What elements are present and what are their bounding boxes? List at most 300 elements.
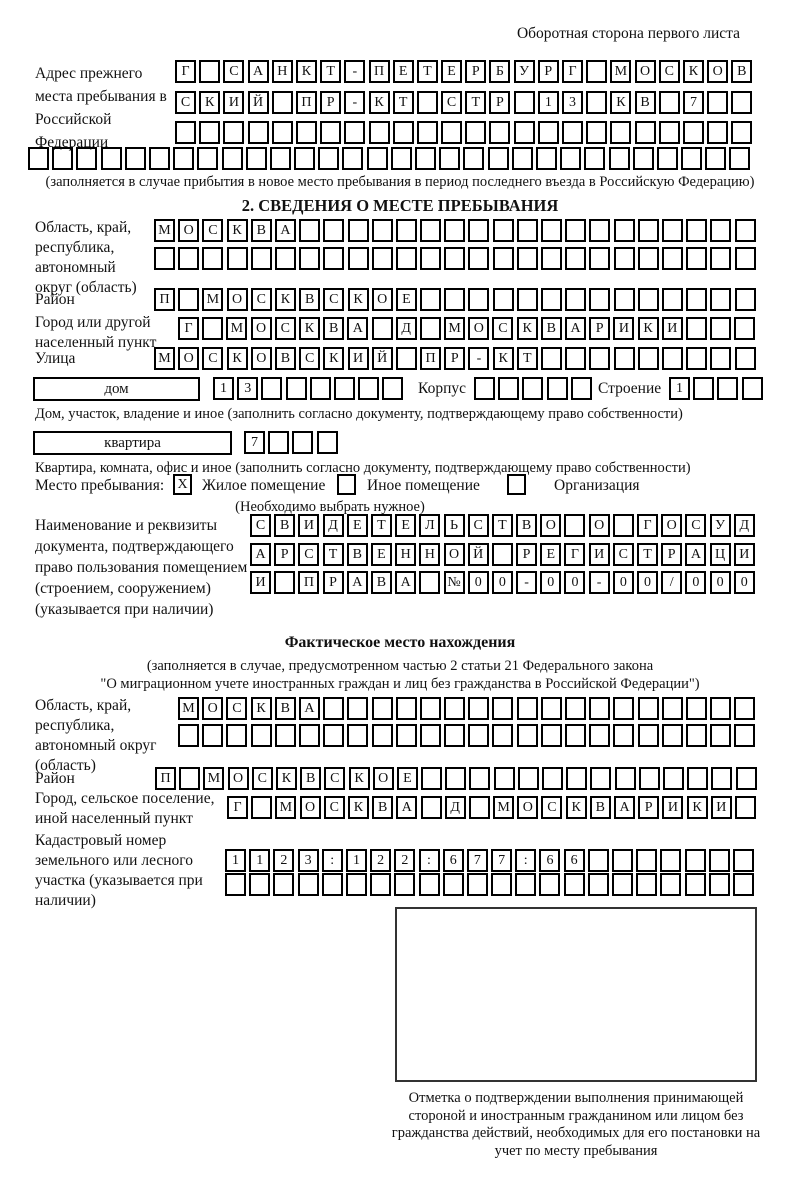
form-cell[interactable] [274,571,295,594]
form-cell[interactable] [734,317,755,340]
form-cell[interactable] [492,543,513,566]
form-cell[interactable] [735,796,756,819]
form-cell[interactable] [498,377,519,400]
form-cell[interactable] [421,767,442,790]
form-cell[interactable] [514,91,535,114]
form-cell[interactable] [320,121,341,144]
form-cell[interactable]: А [565,317,586,340]
form-cell[interactable]: В [275,697,296,720]
form-cell[interactable] [686,317,707,340]
form-cell[interactable]: Г [175,60,196,83]
checkbox-zhiloe[interactable]: X [173,474,192,495]
form-cell[interactable] [310,377,331,400]
form-cell[interactable] [686,697,707,720]
form-cell[interactable]: Т [393,91,414,114]
form-cell[interactable]: 7 [244,431,265,454]
form-cell[interactable] [707,121,728,144]
form-cell[interactable] [342,147,363,170]
form-cell[interactable] [372,697,393,720]
form-cell[interactable] [736,767,757,790]
form-cell[interactable] [417,91,438,114]
form-cell[interactable]: В [323,317,344,340]
form-cell[interactable]: С [202,219,223,242]
form-cell[interactable]: - [516,571,537,594]
form-cell[interactable] [76,147,97,170]
form-cell[interactable]: Р [661,543,682,566]
form-cell[interactable] [420,219,441,242]
form-cell[interactable] [588,849,609,872]
form-cell[interactable]: К [610,91,631,114]
form-cell[interactable] [348,219,369,242]
form-cell[interactable]: С [541,796,562,819]
form-cell[interactable]: № [444,571,465,594]
form-cell[interactable]: К [687,796,708,819]
form-cell[interactable]: С [275,317,296,340]
form-cell[interactable] [562,121,583,144]
form-cell[interactable] [560,147,581,170]
form-cell[interactable] [710,697,731,720]
form-cell[interactable]: - [344,91,365,114]
form-cell[interactable]: 3 [298,849,319,872]
form-cell[interactable] [396,697,417,720]
form-cell[interactable] [420,724,441,747]
form-cell[interactable] [488,147,509,170]
form-cell[interactable] [396,247,417,270]
form-cell[interactable]: Н [272,60,293,83]
form-cell[interactable]: К [323,347,344,370]
form-cell[interactable]: Т [417,60,438,83]
form-cell[interactable] [613,514,634,537]
form-cell[interactable]: Г [564,543,585,566]
form-cell[interactable] [272,91,293,114]
form-cell[interactable]: Е [371,543,392,566]
form-cell[interactable]: 0 [685,571,706,594]
form-cell[interactable]: 7 [491,849,512,872]
form-cell[interactable] [154,247,175,270]
form-cell[interactable] [638,347,659,370]
form-cell[interactable]: П [420,347,441,370]
form-cell[interactable] [178,247,199,270]
form-cell[interactable]: О [178,219,199,242]
form-cell[interactable] [178,288,199,311]
form-cell[interactable] [710,219,731,242]
form-cell[interactable]: : [322,849,343,872]
form-cell[interactable] [635,121,656,144]
form-cell[interactable] [586,91,607,114]
form-cell[interactable] [443,873,464,896]
form-cell[interactable] [584,147,605,170]
form-cell[interactable]: С [468,514,489,537]
form-cell[interactable] [370,873,391,896]
form-cell[interactable] [612,873,633,896]
form-cell[interactable] [735,288,756,311]
form-cell[interactable] [474,377,495,400]
form-cell[interactable] [226,724,247,747]
form-cell[interactable] [248,121,269,144]
form-cell[interactable]: И [589,543,610,566]
form-cell[interactable] [638,697,659,720]
form-cell[interactable] [615,767,636,790]
form-cell[interactable] [541,347,562,370]
form-cell[interactable] [586,121,607,144]
form-cell[interactable] [382,377,403,400]
form-cell[interactable] [369,121,390,144]
form-cell[interactable]: К [296,60,317,83]
form-cell[interactable] [633,147,654,170]
form-cell[interactable]: А [614,796,635,819]
form-cell[interactable] [469,796,490,819]
form-cell[interactable]: В [516,514,537,537]
form-cell[interactable] [202,317,223,340]
form-cell[interactable]: О [517,796,538,819]
form-cell[interactable] [444,247,465,270]
form-cell[interactable]: А [347,317,368,340]
form-cell[interactable] [415,147,436,170]
form-cell[interactable] [272,121,293,144]
form-cell[interactable] [710,288,731,311]
form-cell[interactable]: А [275,219,296,242]
form-cell[interactable] [685,849,706,872]
form-cell[interactable]: Е [540,543,561,566]
form-cell[interactable] [275,247,296,270]
form-cell[interactable]: О [228,767,249,790]
form-cell[interactable]: К [227,219,248,242]
form-cell[interactable] [709,849,730,872]
form-cell[interactable]: 7 [683,91,704,114]
form-cell[interactable] [420,317,441,340]
form-cell[interactable] [542,767,563,790]
form-cell[interactable] [298,873,319,896]
form-cell[interactable]: У [514,60,535,83]
form-cell[interactable]: Р [516,543,537,566]
form-cell[interactable] [396,219,417,242]
form-cell[interactable] [565,347,586,370]
form-cell[interactable]: О [178,347,199,370]
form-cell[interactable] [613,697,634,720]
form-cell[interactable]: 0 [637,571,658,594]
form-cell[interactable] [589,288,610,311]
form-cell[interactable]: Б [489,60,510,83]
form-cell[interactable]: 2 [394,849,415,872]
form-cell[interactable]: О [372,288,393,311]
form-cell[interactable]: В [251,219,272,242]
form-cell[interactable]: П [154,288,175,311]
form-cell[interactable] [394,873,415,896]
form-cell[interactable] [421,796,442,819]
form-cell[interactable] [735,247,756,270]
form-cell[interactable] [686,219,707,242]
form-cell[interactable]: Р [320,91,341,114]
form-cell[interactable] [273,873,294,896]
form-cell[interactable] [346,873,367,896]
form-cell[interactable] [372,219,393,242]
form-cell[interactable]: О [589,514,610,537]
form-cell[interactable] [299,724,320,747]
form-cell[interactable]: 0 [734,571,755,594]
form-cell[interactable] [344,121,365,144]
form-cell[interactable]: И [250,571,271,594]
form-cell[interactable]: О [373,767,394,790]
form-cell[interactable]: Л [419,514,440,537]
form-cell[interactable] [541,288,562,311]
form-cell[interactable]: Т [371,514,392,537]
form-cell[interactable] [729,147,750,170]
form-cell[interactable]: 2 [273,849,294,872]
checkbox-inoe[interactable] [337,474,356,495]
form-cell[interactable] [323,697,344,720]
form-cell[interactable] [735,219,756,242]
form-cell[interactable]: Р [489,91,510,114]
form-cell[interactable]: 1 [346,849,367,872]
form-cell[interactable]: С [299,347,320,370]
form-cell[interactable] [662,219,683,242]
form-cell[interactable] [468,247,489,270]
form-cell[interactable]: С [226,697,247,720]
form-cell[interactable] [347,724,368,747]
form-cell[interactable] [517,219,538,242]
form-cell[interactable]: С [441,91,462,114]
form-cell[interactable] [681,147,702,170]
form-cell[interactable]: Р [323,571,344,594]
form-cell[interactable]: П [296,91,317,114]
form-cell[interactable] [590,767,611,790]
form-cell[interactable] [101,147,122,170]
form-cell[interactable]: В [300,767,321,790]
form-cell[interactable] [323,724,344,747]
form-cell[interactable]: - [468,347,489,370]
form-cell[interactable]: В [299,288,320,311]
form-cell[interactable] [683,121,704,144]
form-cell[interactable] [662,697,683,720]
form-cell[interactable] [489,121,510,144]
form-cell[interactable] [396,724,417,747]
form-cell[interactable] [179,767,200,790]
form-cell[interactable] [566,767,587,790]
form-cell[interactable]: М [202,288,223,311]
form-cell[interactable] [693,377,714,400]
form-cell[interactable] [396,347,417,370]
form-cell[interactable] [491,873,512,896]
form-cell[interactable] [662,724,683,747]
form-cell[interactable]: К [638,317,659,340]
form-cell[interactable] [565,247,586,270]
form-cell[interactable]: С [252,767,273,790]
form-cell[interactable]: Г [562,60,583,83]
form-cell[interactable]: О [300,796,321,819]
form-cell[interactable]: А [299,697,320,720]
form-cell[interactable] [565,288,586,311]
form-cell[interactable] [539,873,560,896]
form-cell[interactable]: О [202,697,223,720]
form-cell[interactable] [261,377,282,400]
form-cell[interactable] [439,147,460,170]
form-cell[interactable] [286,377,307,400]
form-cell[interactable] [517,288,538,311]
form-cell[interactable] [512,147,533,170]
form-cell[interactable]: Е [441,60,462,83]
form-cell[interactable] [614,247,635,270]
form-cell[interactable] [705,147,726,170]
form-cell[interactable]: : [419,849,440,872]
form-cell[interactable] [173,147,194,170]
form-cell[interactable] [251,796,272,819]
form-cell[interactable] [317,431,338,454]
form-cell[interactable]: В [371,571,392,594]
form-cell[interactable]: С [324,767,345,790]
form-cell[interactable]: Р [444,347,465,370]
form-cell[interactable]: К [517,317,538,340]
form-cell[interactable]: А [685,543,706,566]
form-cell[interactable] [614,288,635,311]
form-cell[interactable] [541,247,562,270]
form-cell[interactable] [322,873,343,896]
form-cell[interactable] [199,121,220,144]
form-cell[interactable] [334,377,355,400]
form-cell[interactable] [468,288,489,311]
form-cell[interactable]: И [662,796,683,819]
form-cell[interactable] [199,60,220,83]
form-cell[interactable] [589,724,610,747]
form-cell[interactable]: И [711,796,732,819]
form-cell[interactable] [268,431,289,454]
form-cell[interactable] [420,697,441,720]
form-cell[interactable]: Е [347,514,368,537]
form-cell[interactable] [28,147,49,170]
form-cell[interactable] [463,147,484,170]
form-cell[interactable] [538,121,559,144]
form-cell[interactable] [614,219,635,242]
form-cell[interactable]: Г [637,514,658,537]
form-cell[interactable]: Г [227,796,248,819]
form-cell[interactable]: Т [637,543,658,566]
form-cell[interactable] [613,724,634,747]
form-cell[interactable] [444,724,465,747]
form-cell[interactable] [589,247,610,270]
form-cell[interactable] [468,219,489,242]
form-cell[interactable] [735,347,756,370]
form-cell[interactable] [541,724,562,747]
form-cell[interactable] [687,767,708,790]
form-cell[interactable] [541,697,562,720]
form-cell[interactable]: К [349,767,370,790]
form-cell[interactable]: В [731,60,752,83]
form-cell[interactable]: - [589,571,610,594]
form-cell[interactable] [391,147,412,170]
form-cell[interactable]: К [275,288,296,311]
form-cell[interactable] [710,247,731,270]
form-cell[interactable] [589,347,610,370]
form-cell[interactable]: К [348,288,369,311]
form-cell[interactable] [292,431,313,454]
form-cell[interactable]: Е [393,60,414,83]
form-cell[interactable] [522,377,543,400]
form-cell[interactable] [565,724,586,747]
form-cell[interactable] [742,377,763,400]
form-cell[interactable]: 6 [539,849,560,872]
form-cell[interactable] [223,121,244,144]
form-cell[interactable]: Н [419,543,440,566]
form-cell[interactable]: С [323,288,344,311]
form-cell[interactable]: И [662,317,683,340]
form-cell[interactable] [417,121,438,144]
form-cell[interactable] [662,247,683,270]
form-cell[interactable]: Т [320,60,341,83]
form-cell[interactable]: С [250,514,271,537]
form-cell[interactable] [468,724,489,747]
form-cell[interactable]: В [372,796,393,819]
form-cell[interactable] [657,147,678,170]
form-cell[interactable]: Й [468,543,489,566]
form-cell[interactable]: Й [372,347,393,370]
form-cell[interactable]: С [685,514,706,537]
form-cell[interactable] [275,724,296,747]
form-cell[interactable]: 7 [467,849,488,872]
form-cell[interactable] [610,121,631,144]
form-cell[interactable]: К [348,796,369,819]
form-cell[interactable]: У [710,514,731,537]
form-cell[interactable]: 1 [538,91,559,114]
form-cell[interactable]: С [659,60,680,83]
form-cell[interactable]: С [202,347,223,370]
form-cell[interactable] [299,219,320,242]
form-cell[interactable]: Й [248,91,269,114]
form-cell[interactable] [586,60,607,83]
form-cell[interactable] [347,697,368,720]
form-cell[interactable]: А [248,60,269,83]
form-cell[interactable] [493,247,514,270]
form-cell[interactable] [419,571,440,594]
form-cell[interactable] [686,724,707,747]
form-cell[interactable]: 6 [443,849,464,872]
form-cell[interactable] [614,347,635,370]
form-cell[interactable]: 1 [249,849,270,872]
form-cell[interactable] [227,247,248,270]
form-cell[interactable] [639,767,660,790]
form-cell[interactable]: П [155,767,176,790]
form-cell[interactable]: В [590,796,611,819]
form-cell[interactable] [710,724,731,747]
form-cell[interactable]: Р [465,60,486,83]
form-cell[interactable]: 3 [237,377,258,400]
form-cell[interactable]: Д [396,317,417,340]
form-cell[interactable]: М [178,697,199,720]
form-cell[interactable]: К [251,697,272,720]
form-cell[interactable]: М [610,60,631,83]
form-cell[interactable]: Г [178,317,199,340]
form-cell[interactable] [686,288,707,311]
form-cell[interactable] [372,247,393,270]
form-cell[interactable] [197,147,218,170]
form-cell[interactable]: Ц [710,543,731,566]
form-cell[interactable] [294,147,315,170]
form-cell[interactable] [547,377,568,400]
form-cell[interactable] [686,347,707,370]
form-cell[interactable] [367,147,388,170]
form-cell[interactable] [348,247,369,270]
form-cell[interactable] [659,121,680,144]
form-cell[interactable] [467,873,488,896]
form-cell[interactable]: И [613,317,634,340]
form-cell[interactable]: К [276,767,297,790]
form-cell[interactable] [202,724,223,747]
form-cell[interactable] [717,377,738,400]
form-cell[interactable] [514,121,535,144]
form-cell[interactable]: : [515,849,536,872]
form-cell[interactable]: М [444,317,465,340]
form-cell[interactable] [296,121,317,144]
form-cell[interactable] [638,247,659,270]
form-cell[interactable]: О [444,543,465,566]
